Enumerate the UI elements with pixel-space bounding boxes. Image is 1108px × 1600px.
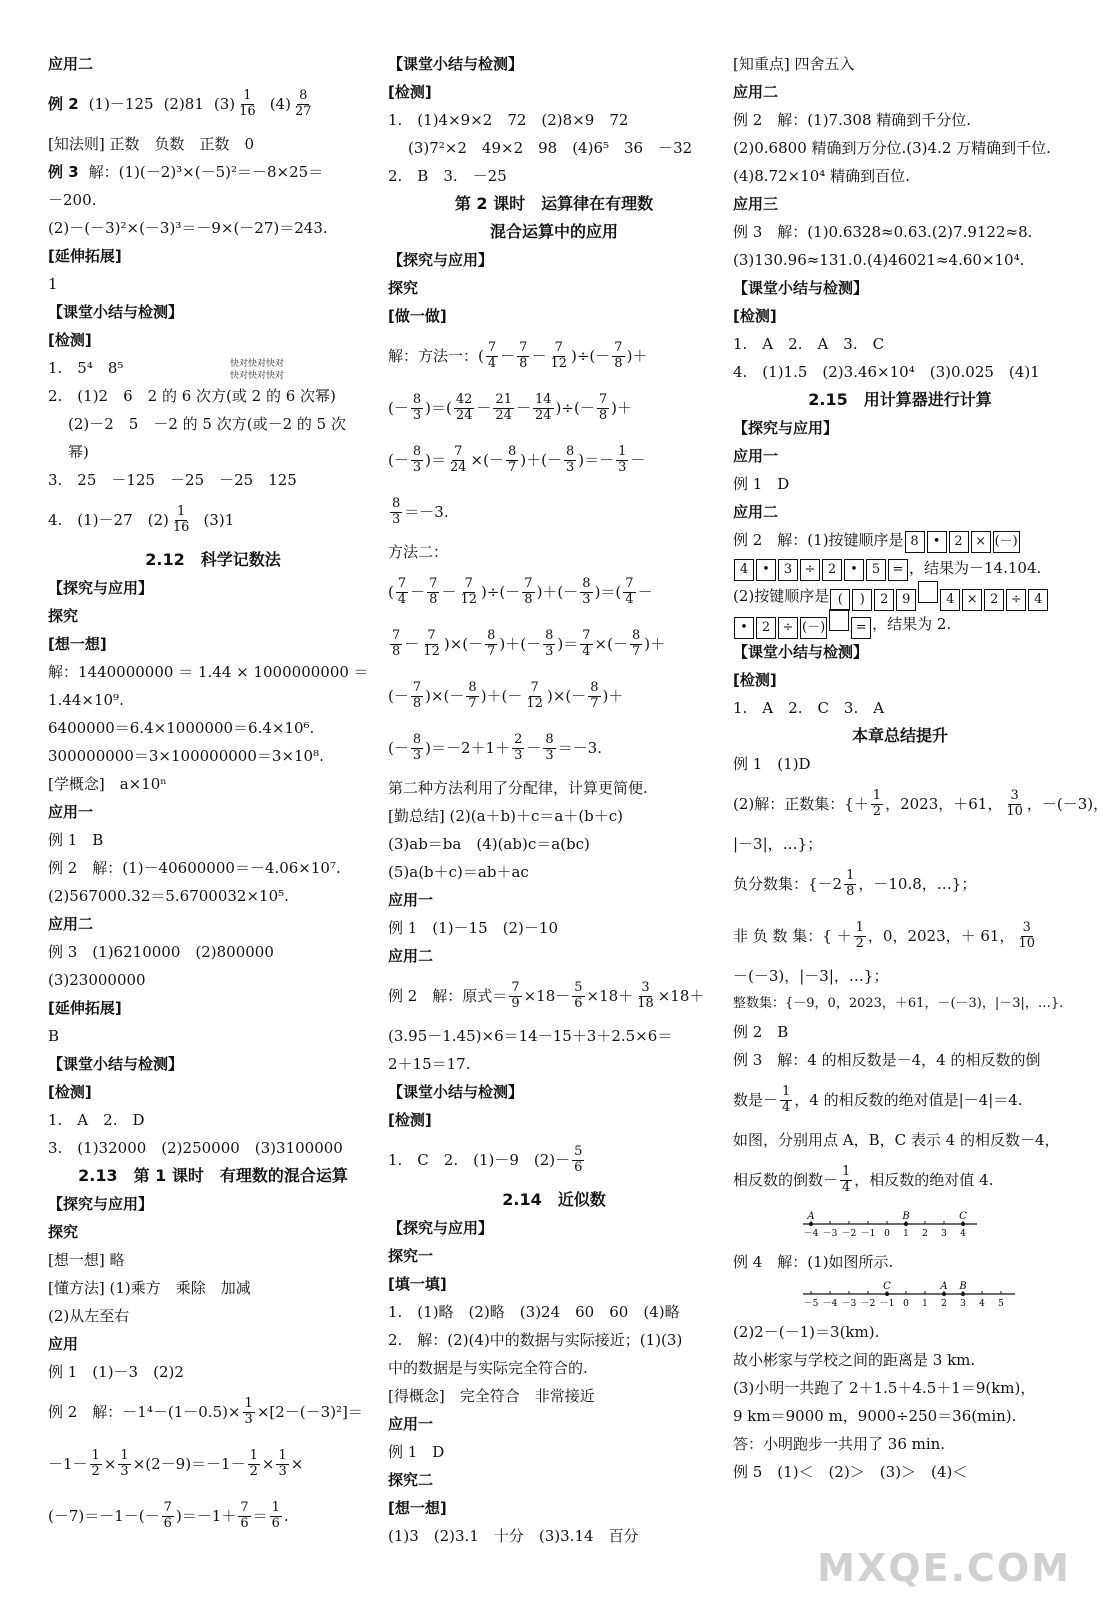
stamp-text: 快对快对快对 快对快对快对: [230, 359, 285, 381]
text-line: 例 4 解：(1)如图所示.: [733, 1253, 894, 1271]
text-line: 2. (1)2 6 2 的 6 次方(或 2 的 6 次幂): [48, 387, 336, 405]
section-label: 【探究与应用】: [48, 1195, 154, 1213]
column-right: [733, 50, 1108, 1486]
subheading: [检测]: [48, 1083, 92, 1101]
tick-label: －2: [860, 1299, 876, 1309]
text-line: 故小彬家与学校之间的距离是 3 km.: [733, 1351, 976, 1369]
answer: B: [48, 1027, 60, 1045]
calculator-key: 9: [896, 589, 916, 611]
section-title: 2.15 用计算器进行计算: [808, 390, 992, 409]
subheading: 应用二: [388, 947, 434, 965]
section-label: 【课堂小结与检测】: [733, 279, 869, 297]
example-label: 例 2: [48, 95, 79, 113]
text-line: [想一想] 略: [48, 1251, 125, 1269]
subheading: 应用二: [733, 83, 779, 101]
subheading: [检测]: [388, 1111, 432, 1129]
fraction: $\frac{8}{27}$: [294, 88, 312, 119]
text-line: 1. A 2. A 3. C: [733, 335, 885, 353]
section-label: 【课堂小结与检测】: [733, 643, 869, 661]
tick-label: －5: [803, 1299, 819, 1309]
point: [961, 1292, 965, 1296]
math-line: (2)解：正数集：{＋ $\frac{1}{2}$ ，2023，＋61， $\frac{3}{10}$ ，－(－3)，: [733, 788, 1108, 819]
text-line: 答：小明跑步一共用了 36 min.: [733, 1435, 946, 1453]
text-line: 例 2 解：(1)7.308 精确到千分位.: [733, 111, 972, 129]
key-sequence: • 2 ÷ (－) = ，结果为 2.: [733, 610, 1067, 638]
heading: 应用二: [48, 55, 94, 73]
text: (1)－125: [88, 95, 154, 113]
text-line: 例 2 解：(1)－40600000＝－4.06×10⁷.: [48, 859, 341, 877]
point-label: B: [959, 1281, 967, 1292]
text: (3): [213, 95, 236, 113]
tick-label: 2: [941, 1299, 947, 1309]
text-line: 例 3 解：4 的相反数是－4，4 的相反数的倒: [733, 1051, 1041, 1069]
point: [904, 1222, 908, 1226]
text-line: (3.95－1.45)×6＝14－15＋3＋2.5×6＝: [388, 1027, 673, 1045]
calculator-key: (: [830, 589, 850, 611]
column-left: [48, 50, 378, 1542]
calculator-key: ×: [971, 531, 991, 553]
calculator-keys: [904, 526, 1021, 554]
subheading: 应用二: [48, 915, 94, 933]
calculator-keys: [829, 581, 1049, 612]
text-line: (2)0.6800 精确到万分位.(3)4.2 万精确到千位.: [733, 139, 1051, 157]
section-title: 混合运算中的应用: [489, 222, 618, 241]
tick-label: 4: [979, 1299, 985, 1309]
point-label: C: [959, 1211, 967, 1222]
subheading: 探究二: [388, 1471, 434, 1489]
tick-label: 0: [884, 1229, 890, 1239]
tick-label: －1: [879, 1299, 895, 1309]
text: (2)81: [163, 95, 204, 113]
text-line: 例 5 (1)＜ (2)＞ (3)＞ (4)＜: [733, 1463, 968, 1481]
subheading: [延伸拓展]: [48, 247, 122, 265]
text-line: 2. B 3. －25: [388, 167, 507, 185]
text-line: 方法二：: [388, 543, 449, 561]
text-line: 1. A 2. C 3. A: [733, 699, 885, 717]
subheading: [检测]: [48, 331, 92, 349]
text-line: 4. (1)1.5 (2)3.46×10⁴ (3)0.025 (4)1: [733, 363, 1040, 381]
text-line: －(－3)，|－3|，…}；: [733, 967, 889, 985]
text-line: 中的数据是与实际完全符合的.: [388, 1359, 588, 1377]
text-line: 例 2 B: [733, 1023, 789, 1041]
calculator-key: •: [734, 617, 754, 639]
tick-label: 2: [922, 1229, 928, 1239]
calculator-key: 5: [866, 559, 886, 581]
calculator-keys: [733, 609, 872, 640]
section-title: 第 2 课时 运算律在有理数: [454, 194, 654, 213]
text-line: [知重点] 四舍五入: [733, 55, 855, 73]
subheading: 应用一: [388, 1415, 434, 1433]
point-label: A: [807, 1211, 815, 1222]
tick-label: 3: [941, 1229, 947, 1239]
text-line: (3)7²×2 49×2 98 (4)6⁵ 36 －32: [408, 139, 693, 157]
text-line: 3. 25 －125 －25 －25 125: [48, 471, 297, 489]
text-line: 例 1 (1)D: [733, 755, 811, 773]
calculator-key: 2: [874, 589, 894, 611]
calculator-key: [829, 609, 849, 631]
section-label: 【探究与应用】: [388, 251, 494, 269]
tick-label: 5: [998, 1299, 1004, 1309]
calculator-key: •: [756, 559, 776, 581]
tick-label: 0: [903, 1299, 909, 1309]
section-label: 【课堂小结与检测】: [48, 303, 184, 321]
subheading: 探究一: [388, 1247, 434, 1265]
section-label: 【探究与应用】: [388, 1219, 494, 1237]
section-label: 【探究与应用】: [733, 419, 839, 437]
section-title: 2.13 第 1 课时 有理数的混合运算: [78, 1166, 348, 1185]
text-line: |－3|，…}；: [733, 835, 823, 853]
key-sequence: 4 • 3 ÷ 2 • 5 = ，结果为－14.104.: [733, 554, 1067, 582]
calculator-key: 2: [822, 559, 842, 581]
text-line: 2. 解：(2)(4)中的数据与实际接近；(1)(3): [388, 1331, 683, 1349]
math-line: ( $\frac{7}{4}$ － $\frac{7}{8}$ － $\frac{7}{12}$ )÷(－ $\frac{7}{8}$ )＋(－ $\frac{8}{3}$ )＝( $\frac{7}{4}$ －: [388, 576, 653, 607]
section-label: 【课堂小结与检测】: [388, 1083, 524, 1101]
tick-label: －4: [803, 1229, 819, 1239]
calculator-key: ÷: [1006, 589, 1026, 611]
subheading: 应用: [48, 1335, 79, 1353]
section-label: 【课堂小结与检测】: [388, 55, 524, 73]
subheading: 应用一: [48, 803, 94, 821]
math-line: $\frac{8}{3}$ ＝－3.: [392, 496, 449, 527]
calculator-key: 2: [949, 531, 969, 553]
text-line: (4)8.72×10⁴ 精确到百位.: [733, 167, 910, 185]
text-line: (－7)＝－1－(－ $\frac{7}{6}$ )＝－1＋ $\frac{7}{6}$ ＝ $\frac{1}{6}$ .: [48, 1500, 289, 1531]
point: [885, 1292, 889, 1296]
text: (4): [269, 95, 291, 113]
point-label: B: [902, 1211, 910, 1222]
text-line: 4. (1)－27 (2) $\frac{1}{16}$ (3)1: [48, 504, 235, 535]
subheading: [做一做]: [388, 307, 447, 325]
text-line: 1. (1)4×9×2 72 (2)8×9 72: [388, 111, 629, 129]
tick-label: －3: [841, 1299, 857, 1309]
answer: 1: [48, 275, 58, 293]
text-line: 解：1440000000 ＝ 1.44 × 1000000000 ＝: [48, 663, 369, 681]
text-line: 整数集：{－9，0，2023，＋61，－(－3)，|－3|，…}.: [733, 996, 1064, 1011]
text-line: (2)从左至右: [48, 1307, 130, 1325]
fraction: $\frac{1}{16}$: [239, 88, 256, 119]
math-line: 负分数集：{－2 $\frac{1}{8}$ ，－10.8，…}；: [733, 868, 977, 899]
section-title: 2.12 科学记数法: [145, 550, 281, 569]
math-line: 例 2 解：原式＝ $\frac{7}{9}$ ×18－ $\frac{5}{6}$ ×18＋ $\frac{3}{18}$ ×18＋: [388, 980, 705, 1011]
calculator-key: •: [844, 559, 864, 581]
calculator-key: 2: [756, 617, 776, 639]
text-line: (2)－2 5 －2 的 5 次方(或－2 的 5 次: [68, 415, 346, 433]
text-line: 1. (1)略 (2)略 (3)24 60 60 (4)略: [388, 1303, 680, 1321]
subheading: 应用一: [388, 891, 434, 909]
tick-label: －4: [822, 1299, 838, 1309]
text-line: 例 2 解：－1⁴－(1－0.5)× $\frac{1}{3}$ ×[2－(－3)²]＝: [48, 1396, 363, 1427]
section-label: 【探究与应用】: [48, 579, 154, 597]
calculator-key: 4: [734, 559, 754, 581]
text-line: (1)3 (2)3.1 十分 (3)3.14 百分: [388, 1527, 639, 1545]
calculator-key: ×: [962, 589, 982, 611]
text-line: (3)130.96≈131.0.(4)46021≈4.60×10⁴.: [733, 251, 1025, 269]
subheading: [延伸拓展]: [48, 999, 122, 1017]
text-line: －1－ $\frac{1}{2}$ × $\frac{1}{3}$ ×(2－9)＝－1－ $\frac{1}{2}$ × $\frac{1}{3}$ ×: [48, 1448, 304, 1479]
text-line: (2)567000.32＝5.6700032×10⁵.: [48, 887, 289, 905]
tick-label: 3: [960, 1299, 966, 1309]
calculator-key: [918, 581, 938, 603]
calculator-key: ÷: [778, 617, 798, 639]
calculator-key: ÷: [800, 559, 820, 581]
subheading: [想一想]: [48, 635, 107, 653]
math-line: 非 负 数 集：{ ＋ $\frac{1}{2}$ ，0，2023，＋ 61， $\frac{3}{10}$: [733, 920, 1036, 951]
subheading: [填一填]: [388, 1275, 447, 1293]
key-sequence: (2)按键顺序是 ( ) 2 9 4 × 2 ÷ 4: [733, 582, 1067, 610]
subheading: 探究: [48, 607, 79, 625]
text-line: 3. (1)32000 (2)250000 (3)3100000: [48, 1139, 343, 1157]
section-title: 2.14 近似数: [502, 1190, 606, 1209]
column-middle: [388, 50, 720, 1550]
text-line: 例 1 D: [388, 1443, 445, 1461]
text-line: 1. 5⁴ 8⁵: [48, 359, 124, 377]
text-line: 1. A 2. D: [48, 1111, 145, 1129]
subheading: [想一想]: [388, 1499, 447, 1517]
watermark: MXQE.COM: [817, 1546, 1071, 1590]
point: [942, 1292, 946, 1296]
text-line: [学概念] a×10ⁿ: [48, 775, 167, 793]
number-line-2: [803, 1278, 1023, 1314]
math-line: (－ $\frac{7}{8}$ )×(－ $\frac{8}{7}$ )＋(－ $\frac{7}{12}$ )×(－ $\frac{8}{7}$ )＋: [388, 680, 624, 711]
calculator-key: =: [851, 617, 871, 639]
tick-label: 1: [903, 1229, 909, 1239]
text-line: 300000000＝3×100000000＝3×10⁸.: [48, 747, 324, 765]
tick-label: －3: [822, 1229, 838, 1239]
point-label: A: [940, 1281, 948, 1292]
text-line: 例 1 B: [48, 831, 104, 849]
subheading: 探究: [388, 279, 419, 297]
text-line: (3)小明一共跑了 2＋1.5＋4.5＋1＝9(km)，: [733, 1379, 1036, 1397]
text-line: (3)ab＝ba (4)(ab)c＝a(bc): [388, 835, 590, 853]
text-line: 例 1 D: [733, 475, 790, 493]
text-line: [得概念] 完全符合 非常接近: [388, 1387, 595, 1405]
key-sequence: 例 2 解：(1)按键顺序是 8 • 2 × (－): [733, 526, 1067, 554]
calculator-key: (－): [800, 617, 827, 639]
tick-label: －2: [841, 1229, 857, 1239]
text-line: 1.44×10⁹.: [48, 691, 124, 709]
calculator-key: ): [852, 589, 872, 611]
text-line: 例 3 解：(1)0.6328≈0.63.(2)7.9122≈8.: [733, 223, 1033, 241]
calculator-keys: [733, 554, 909, 582]
text-line: (3)23000000: [48, 971, 146, 989]
subheading: 应用一: [733, 447, 779, 465]
math-line: 解：方法一：( $\frac{7}{4}$ － $\frac{7}{8}$ － $\frac{7}{12}$ ) ÷(－ $\frac{7}{8}$ )＋: [388, 340, 648, 371]
subheading: 探究: [48, 1223, 79, 1241]
point: [809, 1222, 813, 1226]
subheading: 应用二: [733, 503, 779, 521]
calculator-key: 3: [778, 559, 798, 581]
tick-label: 1: [922, 1299, 928, 1309]
section-label: 【课堂小结与检测】: [48, 1055, 184, 1073]
text-line: [知法则] 正数 负数 正数 0: [48, 135, 255, 153]
text-line: 2＋15＝17.: [388, 1055, 471, 1073]
math-line: $\frac{7}{8}$ － $\frac{7}{12}$ )×(－ $\frac{8}{7}$ )＋(－ $\frac{8}{3}$ )＝ $\frac{7}{4}$ ×(－ $\frac{8}{7}$ )＋: [392, 628, 666, 659]
text-line: (5)a(b＋c)＝ab＋ac: [388, 863, 529, 881]
text-line: 第二种方法利用了分配律，计算更简便.: [388, 779, 648, 797]
calculator-key: 4: [940, 589, 960, 611]
example-line: [48, 78, 378, 130]
math-line: (－ $\frac{8}{3}$ )＝－2＋1＋ $\frac{2}{3}$ － $\frac{8}{3}$ ＝－3.: [388, 732, 602, 763]
calculator-key: 4: [1028, 589, 1048, 611]
text-line: 9 km＝9000 m，9000÷250＝36(min).: [733, 1407, 1017, 1425]
text-line: 例 1 (1)－15 (2)－10: [388, 919, 558, 937]
math-line: (－ $\frac{8}{3}$ )＝ $\frac{7}{24}$ ×(－ $\frac{8}{7}$ )＋(－ $\frac{8}{3}$ )＝－ $\frac{1}{3}$ －: [388, 444, 646, 475]
text-line: 如图，分别用点 A，B，C 表示 4 的相反数－4，: [733, 1131, 1060, 1149]
tick-label: 4: [960, 1229, 966, 1239]
math-line: (－ $\frac{8}{3}$ )＝( $\frac{42}{24}$ － $\frac{21}{24}$ － $\frac{14}{24}$ )÷(－ $\frac{7}{8}$ )＋: [388, 392, 632, 423]
text-line: 6400000＝6.4×1000000＝6.4×10⁶.: [48, 719, 315, 737]
text-line: 例 1 (1)－3 (2)2: [48, 1363, 184, 1381]
fraction: $\frac{1}{16}$: [172, 504, 190, 535]
subheading: [检测]: [733, 307, 777, 325]
calculator-key: (－): [993, 531, 1020, 553]
number-line-1: [803, 1208, 1003, 1244]
calculator-key: 2: [984, 589, 1004, 611]
text-line: 幂): [68, 443, 89, 461]
text-line: [勤总结] (2)(a＋b)＋c＝a＋(b＋c): [388, 807, 624, 825]
text-line: 例 3 (1)6210000 (2)800000: [48, 943, 274, 961]
subheading: 应用三: [733, 195, 779, 213]
calculator-key: 8: [905, 531, 925, 553]
math-line: 数是－ $\frac{1}{4}$ ，4 的相反数的绝对值是|－4|＝4.: [733, 1084, 1023, 1115]
text-line: (2)2－(－1)＝3(km).: [733, 1323, 880, 1341]
point-label: C: [883, 1281, 891, 1292]
section-title: 本章总结提升: [851, 726, 948, 745]
text-line: －200.: [48, 191, 97, 209]
subheading: [检测]: [388, 83, 432, 101]
math-line: 相反数的倒数－ $\frac{1}{4}$ ，相反数的绝对值 4.: [733, 1164, 994, 1195]
text-line: (2)－(－3)²×(－3)³＝－9×(－27)＝243.: [48, 219, 328, 237]
calculator-key: •: [927, 531, 947, 553]
text-line: [懂方法] (1)乘方 乘除 加减: [48, 1279, 251, 1297]
math-line: 1. C 2. (1)－9 (2)－ $\frac{5}{6}$: [388, 1144, 583, 1175]
tick-label: －1: [860, 1229, 876, 1239]
example-line: 例 3 解：(1)(－2)³×(－5)²＝－8×25＝: [48, 163, 324, 181]
calculator-key: =: [888, 559, 908, 581]
point: [961, 1222, 965, 1226]
subheading: [检测]: [733, 671, 777, 689]
